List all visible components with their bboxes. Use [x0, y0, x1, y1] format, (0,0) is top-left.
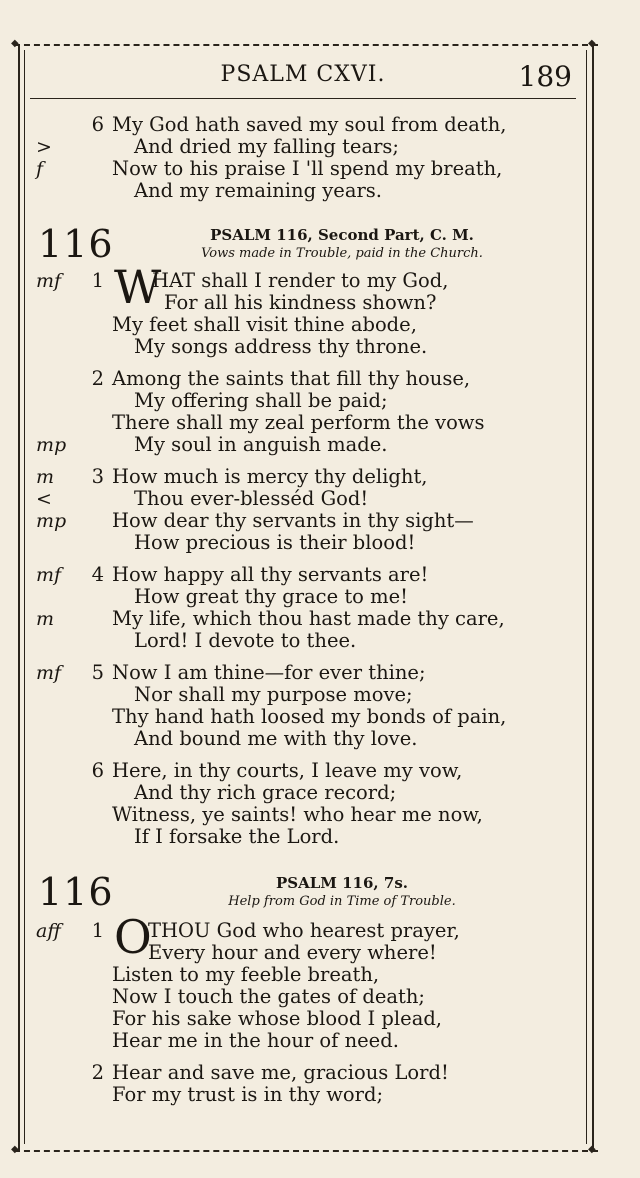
- hymn-number: 116: [38, 870, 114, 914]
- verse-line: How precious is their blood!: [134, 531, 416, 554]
- verse-line: Among the saints that fill thy house,: [112, 367, 471, 390]
- stanza-number: 2: [91, 367, 104, 390]
- verse-line: My soul in anguish made.: [134, 433, 388, 456]
- verse-line: How much is mercy thy delight,: [112, 465, 428, 488]
- dynamic-mark: mf: [36, 270, 62, 292]
- verse-line: And bound me with thy love.: [134, 727, 418, 750]
- verse-line: Hear me in the hour of need.: [112, 1029, 399, 1052]
- hymn-number: 116: [38, 222, 114, 266]
- dynamic-mark: m: [36, 608, 55, 630]
- drop-cap: W: [114, 260, 162, 314]
- verse-line: Thou ever-blesséd God!: [134, 487, 369, 510]
- dynamic-mark: <: [36, 488, 52, 510]
- dynamic-mark: f: [36, 158, 44, 180]
- stanza-number: 5: [91, 661, 104, 684]
- verse-line: And thy rich grace record;: [134, 781, 397, 804]
- dynamic-mark: >: [36, 136, 52, 158]
- corner-ornament-icon: ◆: [588, 38, 596, 49]
- hymn-heading: PSALM 116, Second Part, C. M.: [210, 226, 474, 244]
- verse-line: THOU God who hearest prayer,: [148, 919, 460, 942]
- frame-top-border: [14, 44, 598, 46]
- verse-line: Witness, ye saints! who hear me now,: [112, 803, 483, 826]
- dynamic-mark: mp: [36, 434, 67, 456]
- corner-ornament-icon: ◆: [11, 38, 19, 49]
- page-number: 189: [518, 60, 572, 93]
- drop-cap: O: [114, 910, 152, 964]
- corner-ornament-icon: ◆: [11, 1144, 19, 1155]
- frame-inner-left-border: [24, 50, 25, 1144]
- verse-line: Listen to my feeble breath,: [112, 963, 380, 986]
- verse-line: And dried my falling tears;: [134, 135, 399, 158]
- verse-line: Lord! I devote to thee.: [134, 629, 357, 652]
- verse-line: How great thy grace to me!: [134, 585, 408, 608]
- verse-line: My offering shall be paid;: [134, 389, 388, 412]
- dynamic-mark: mp: [36, 510, 67, 532]
- verse-line: How dear thy servants in thy sight—: [112, 509, 474, 532]
- verse-line: If I forsake the Lord.: [134, 825, 340, 848]
- hymn-subtitle: Help from God in Time of Trouble.: [228, 894, 456, 909]
- stanza-number: 1: [91, 919, 104, 942]
- hymn-heading: PSALM 116, 7s.: [276, 874, 408, 892]
- verse-line: Hear and save me, gracious Lord!: [112, 1061, 449, 1084]
- stanza-number: 4: [91, 563, 104, 586]
- verse-line: Here, in thy courts, I leave my vow,: [112, 759, 463, 782]
- verse-line: My songs address thy throne.: [134, 335, 428, 358]
- verse-line: HAT shall I render to my God,: [152, 269, 449, 292]
- verse-line: For all his kindness shown?: [164, 291, 437, 314]
- verse-line: How happy all thy servants are!: [112, 563, 429, 586]
- frame-bottom-border: [14, 1150, 598, 1152]
- stanza-number: 2: [91, 1061, 104, 1084]
- verse-line: My God hath saved my soul from death,: [112, 113, 507, 136]
- stanza-number: 6: [91, 759, 104, 782]
- stanza-number: 6: [91, 113, 104, 136]
- frame-left-border: [18, 44, 20, 1150]
- hymn-subtitle: Vows made in Trouble, paid in the Church.: [201, 246, 483, 261]
- dynamic-mark: mf: [36, 564, 62, 586]
- verse-line: Now to his praise I 'll spend my breath,: [112, 157, 503, 180]
- corner-ornament-icon: ◆: [588, 1144, 596, 1155]
- page-header: [30, 60, 576, 94]
- verse-line: Now I am thine—for ever thine;: [112, 661, 426, 684]
- verse-line: Nor shall my purpose move;: [134, 683, 413, 706]
- dynamic-mark: mf: [36, 662, 62, 684]
- frame-right-border: [592, 44, 594, 1150]
- verse-line: For his sake whose blood I plead,: [112, 1007, 442, 1030]
- stanza-number: 3: [91, 465, 104, 488]
- verse-line: There shall my zeal perform the vows: [112, 411, 485, 434]
- stanza-number: 1: [91, 269, 104, 292]
- verse-line: My feet shall visit thine abode,: [112, 313, 417, 336]
- verse-line: Now I touch the gates of death;: [112, 985, 425, 1008]
- verse-line: My life, which thou hast made thy care,: [112, 607, 505, 630]
- verse-line: Thy hand hath loosed my bonds of pain,: [112, 705, 507, 728]
- page-title: PSALM CXVI.: [220, 62, 386, 87]
- dynamic-mark: m: [36, 466, 55, 488]
- dynamic-mark: aff: [36, 920, 61, 942]
- verse-line: For my trust is in thy word;: [112, 1083, 384, 1106]
- verse-line: And my remaining years.: [134, 179, 382, 202]
- verse-line: Every hour and every where!: [148, 941, 437, 964]
- frame-inner-right-border: [586, 50, 587, 1144]
- header-rule: [30, 98, 576, 99]
